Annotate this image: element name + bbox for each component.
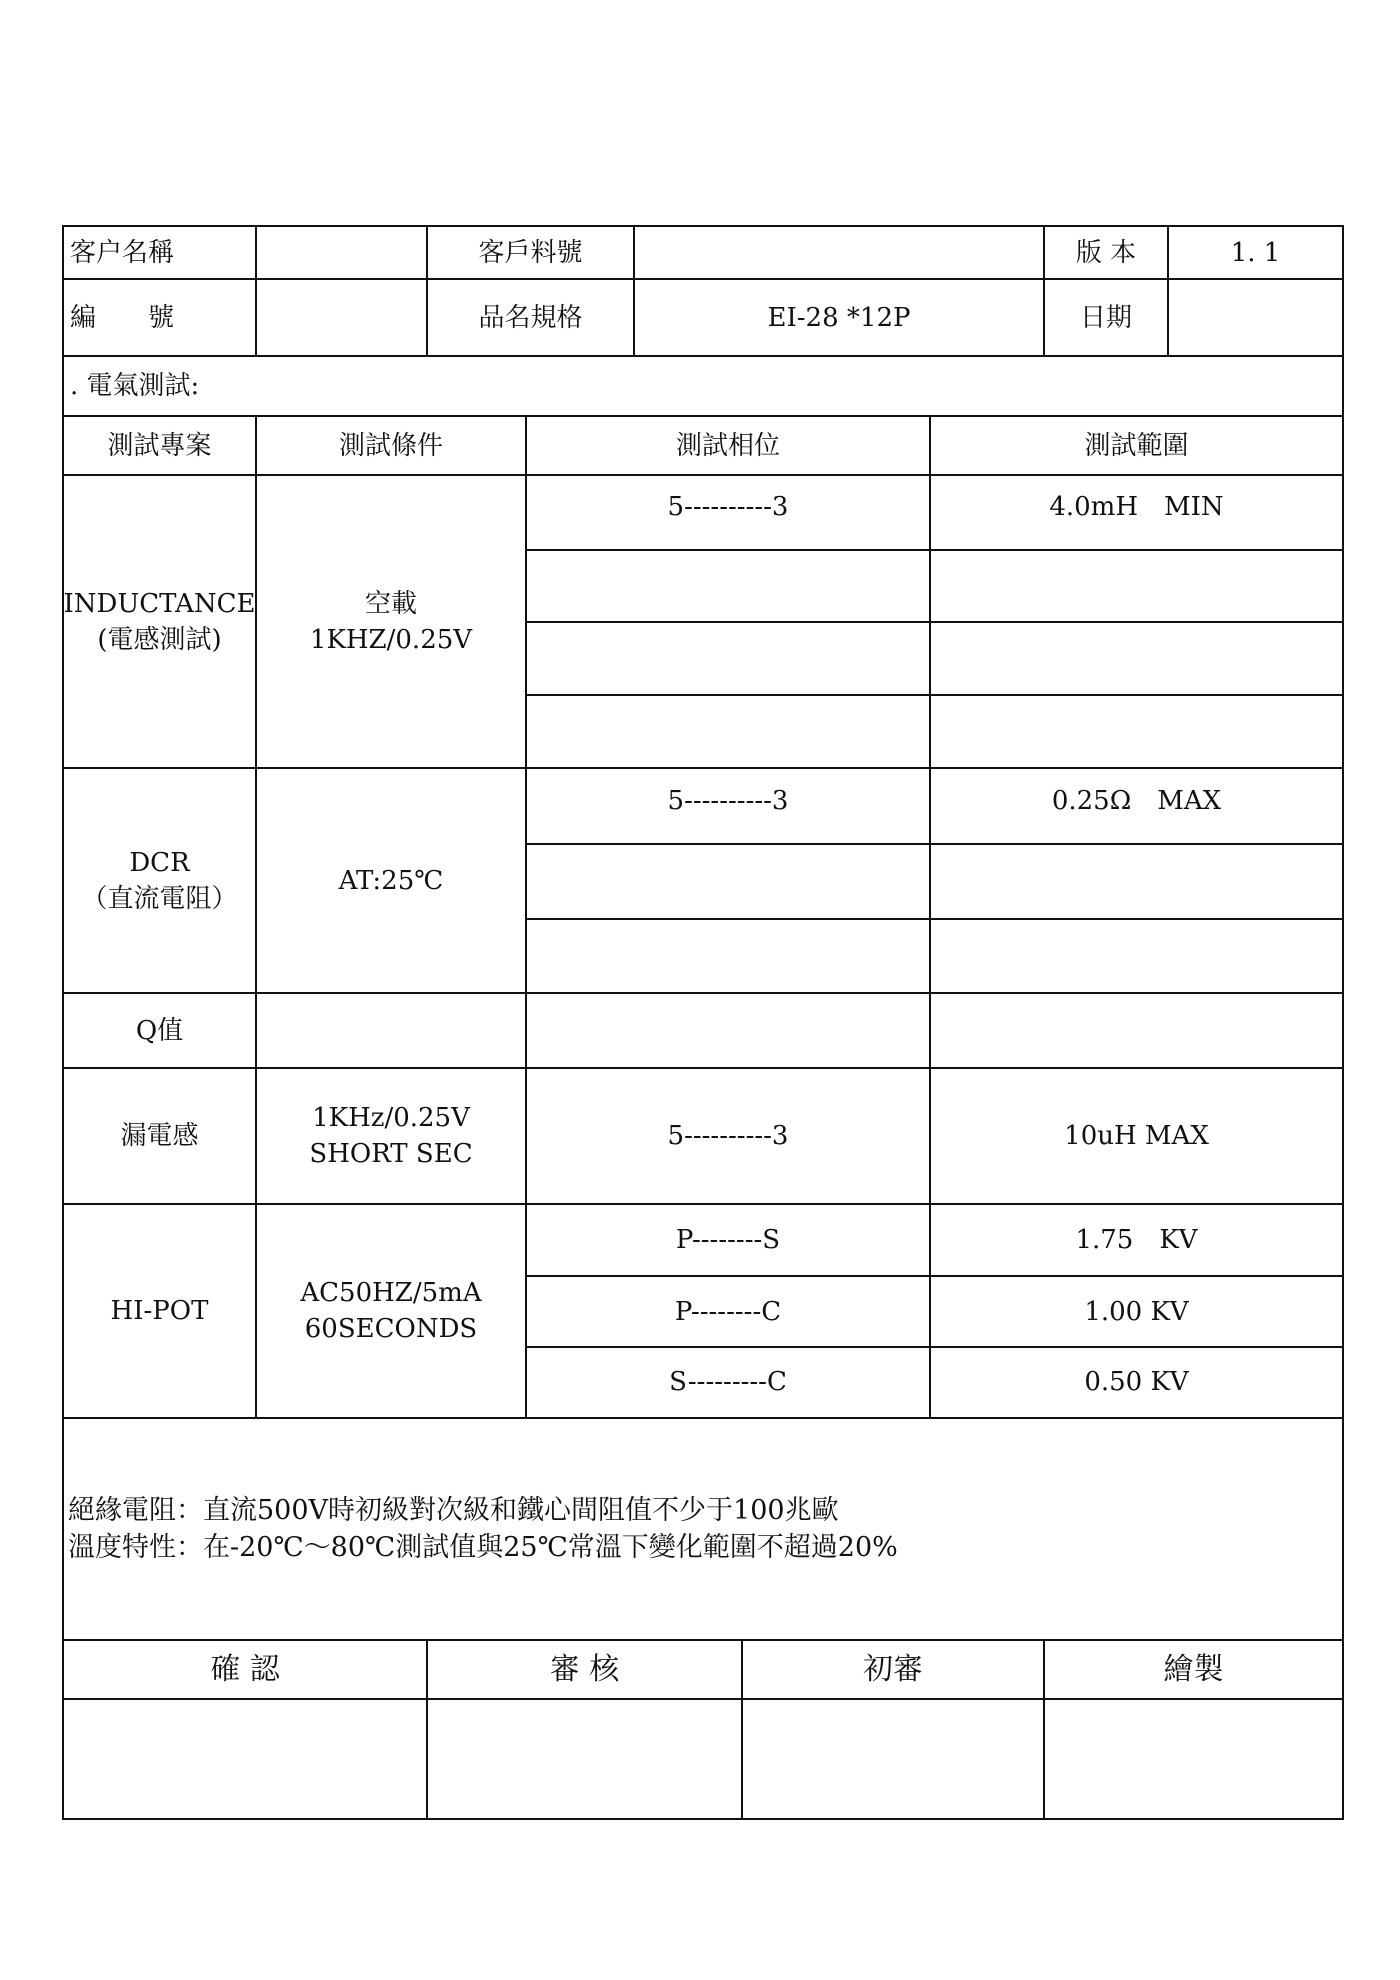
dcr-range-column — [931, 769, 1344, 992]
hipot-phase: S---------C — [527, 1346, 929, 1417]
dcr-range: 0.25Ω MAX — [1051, 786, 1222, 817]
hipot-range: 0.50 KV — [931, 1346, 1342, 1417]
version-field[interactable]: 1. 1 — [1169, 227, 1344, 278]
leakage-item: 漏電感 — [64, 1069, 257, 1203]
dcr-phase-column — [527, 769, 931, 992]
leakage-row — [62, 1067, 1344, 1203]
preliminary-review-signature-box[interactable] — [743, 1700, 1045, 1818]
q-item: Q值 — [64, 994, 257, 1067]
q-range — [931, 994, 1344, 1067]
section-title: . 電氣測試: — [64, 357, 1344, 415]
hipot-condition-line-2: 60SECONDS — [304, 1314, 478, 1344]
q-condition — [257, 994, 527, 1067]
notes-block — [64, 1419, 1344, 1639]
inductance-range: 4.0mH MIN — [1049, 492, 1224, 523]
hipot-phase-column — [527, 1205, 931, 1417]
hipot-phase: P--------C — [527, 1275, 929, 1345]
customer-name-label: 客户名稱 — [64, 227, 257, 278]
inductance-condition-line-2: 1KHZ/0.25V — [309, 624, 473, 655]
dcr-range — [931, 843, 1342, 917]
drawn-by-label: 繪製 — [1045, 1641, 1344, 1698]
product-spec-label: 品名規格 — [428, 280, 635, 355]
dcr-range — [931, 918, 1342, 992]
notes-row — [62, 1417, 1344, 1639]
date-label: 日期 — [1045, 280, 1169, 355]
inductance-range — [931, 621, 1342, 693]
customer-part-label: 客戶料號 — [428, 227, 635, 278]
leakage-condition-line-1: 1KHz/0.25V — [312, 1103, 470, 1133]
inductance-item-zh: (電感測試) — [97, 624, 222, 655]
hipot-range: 1.75 KV — [1075, 1225, 1198, 1256]
leakage-range: 10uH MAX — [931, 1069, 1344, 1203]
dcr-item-en: DCR — [129, 847, 190, 878]
spec-sheet — [62, 225, 1344, 1820]
leakage-phase: 5----------3 — [527, 1069, 931, 1203]
customer-part-field[interactable] — [635, 227, 1045, 278]
dcr-phase — [527, 918, 929, 992]
drawn-by-signature-box[interactable] — [1045, 1700, 1344, 1818]
hipot-phase: P--------S — [675, 1225, 781, 1256]
signoff-box-row — [62, 1698, 1344, 1820]
dcr-condition: AT:25℃ — [257, 769, 527, 992]
dcr-row — [62, 767, 1344, 992]
serial-field[interactable] — [257, 280, 428, 355]
leakage-condition-line-2: SHORT SEC — [309, 1139, 473, 1169]
temperature-note: 溫度特性：在-20℃～80℃測試值與25℃常溫下變化範圍不超過20% — [68, 1532, 898, 1563]
inductance-condition-line-1: 空載 — [364, 588, 417, 619]
inductance-phase: 5----------3 — [667, 492, 789, 523]
hipot-row — [62, 1203, 1344, 1417]
signoff-label-row — [62, 1639, 1344, 1698]
review-signature-box[interactable] — [428, 1700, 743, 1818]
header-row-1 — [62, 225, 1344, 278]
inductance-phase — [527, 694, 929, 767]
q-row — [62, 992, 1344, 1067]
inductance-item — [64, 476, 257, 767]
column-header-range: 測試範圍 — [931, 417, 1344, 474]
q-phase — [527, 994, 931, 1067]
confirm-label: 確 認 — [64, 1641, 428, 1698]
column-header-item: 測試專案 — [64, 417, 257, 474]
inductance-phase-column — [527, 476, 931, 767]
version-label: 版 本 — [1045, 227, 1169, 278]
inductance-row — [62, 474, 1344, 767]
dcr-item-zh: （直流電阻） — [81, 883, 238, 914]
column-header-condition: 測試條件 — [257, 417, 527, 474]
inductance-range — [931, 549, 1342, 621]
column-header-phase: 測試相位 — [527, 417, 931, 474]
header-row-2 — [62, 278, 1344, 355]
leakage-condition — [257, 1069, 527, 1203]
insulation-note: 絕緣電阻：直流500V時初級對次級和鐵心間阻值不少于100兆歐 — [68, 1495, 839, 1526]
hipot-range: 1.00 KV — [931, 1275, 1342, 1345]
dcr-phase: 5----------3 — [667, 786, 789, 817]
hipot-range-column — [931, 1205, 1344, 1417]
serial-label: 編 號 — [64, 280, 257, 355]
dcr-phase — [527, 843, 929, 917]
hipot-condition — [257, 1205, 527, 1417]
preliminary-review-label: 初審 — [743, 1641, 1045, 1698]
dcr-item — [64, 769, 257, 992]
section-title-row — [62, 355, 1344, 415]
hipot-condition-line-1: AC50HZ/5mA — [300, 1278, 482, 1308]
date-field[interactable] — [1169, 280, 1344, 355]
hipot-item: HI-POT — [64, 1205, 257, 1417]
inductance-condition — [257, 476, 527, 767]
inductance-item-en: INDUCTANCE — [63, 588, 256, 619]
inductance-range — [931, 694, 1342, 767]
product-spec-field[interactable]: EI-28 *12P — [635, 280, 1045, 355]
inductance-range-column — [931, 476, 1344, 767]
review-label: 審 核 — [428, 1641, 743, 1698]
inductance-phase — [527, 621, 929, 693]
inductance-phase — [527, 549, 929, 621]
customer-name-field[interactable] — [257, 227, 428, 278]
column-header-row — [62, 415, 1344, 474]
confirm-signature-box[interactable] — [64, 1700, 428, 1818]
